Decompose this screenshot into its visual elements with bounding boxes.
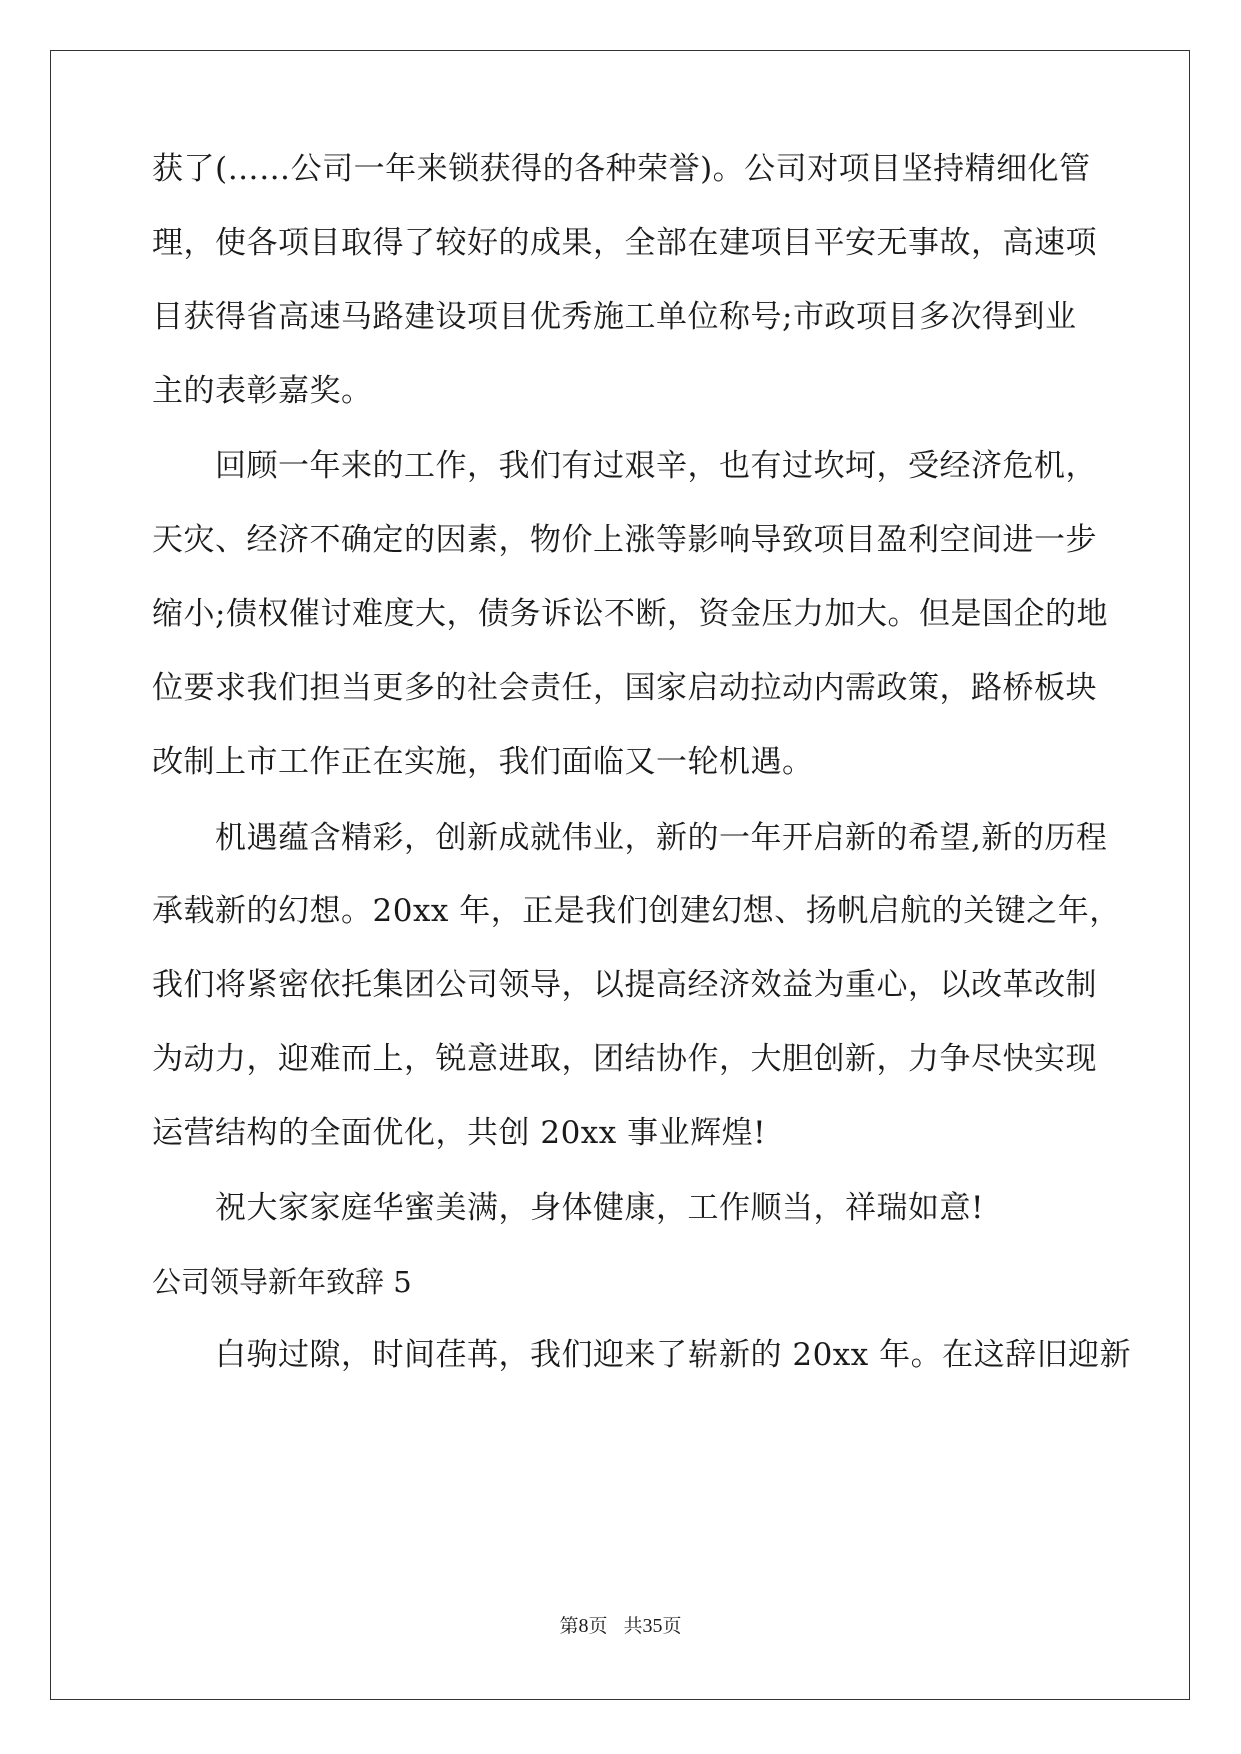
page-prefix: 第 [559, 1615, 579, 1637]
paragraph-line: 改制上市工作正在实施，我们面临又一轮机遇。 [152, 744, 814, 780]
paragraph-line: 天灾、经济不确定的因素，物价上涨等影响导致项目盈利空间进一步 [152, 522, 1097, 558]
paragraph-line: 我们将紧密依托集团公司领导，以提高经济效益为重心，以改革改制 [152, 967, 1097, 1003]
paragraph-line: 目获得省高速马路建设项目优秀施工单位称号;市政项目多次得到业 [152, 299, 1077, 335]
paragraph-line: 回顾一年来的工作，我们有过艰辛，也有过坎坷，受经济危机， [215, 448, 1097, 484]
total-pages: 35 [642, 1615, 663, 1637]
paragraph-line: 祝大家家庭华蜜美满，身体健康，工作顺当，祥瑞如意! [215, 1190, 984, 1226]
paragraph-line: 获了(……公司一年来锁获得的各种荣誉)。公司对项目坚持精细化管 [152, 151, 1091, 187]
paragraph-line: 理，使各项目取得了较好的成果，全部在建项目平安无事故，高速项 [152, 225, 1097, 261]
paragraph-line: 为动力，迎难而上，锐意进取，团结协作，大胆创新，力争尽快实现 [152, 1041, 1097, 1077]
page-footer [0, 1614, 1241, 1638]
paragraph-line: 运营结构的全面优化，共创 20xx 事业辉煌! [152, 1115, 767, 1151]
paragraph-line: 机遇蕴含精彩，创新成就伟业，新的一年开启新的希望,新的历程 [215, 820, 1108, 856]
page-number: 8 [578, 1615, 589, 1637]
page-suffix: 页 [588, 1615, 608, 1637]
paragraph-line: 承载新的幻想。20xx 年，正是我们创建幻想、扬帆启航的关键之年， [152, 893, 1121, 929]
paragraph-line: 白驹过隙，时间荏苒，我们迎来了崭新的 20xx 年。在这辞旧迎新 [215, 1337, 1132, 1373]
section-heading: 公司领导新年致辞 5 [152, 1265, 412, 1299]
total-prefix: 共 [623, 1615, 643, 1637]
paragraph-line: 位要求我们担当更多的社会责任，国家启动拉动内需政策，路桥板块 [152, 670, 1097, 706]
total-suffix: 页 [662, 1615, 682, 1637]
paragraph-line: 缩小;债权催讨难度大，债务诉讼不断，资金压力加大。但是国企的地 [152, 596, 1108, 632]
paragraph-line: 主的表彰嘉奖。 [152, 373, 373, 409]
